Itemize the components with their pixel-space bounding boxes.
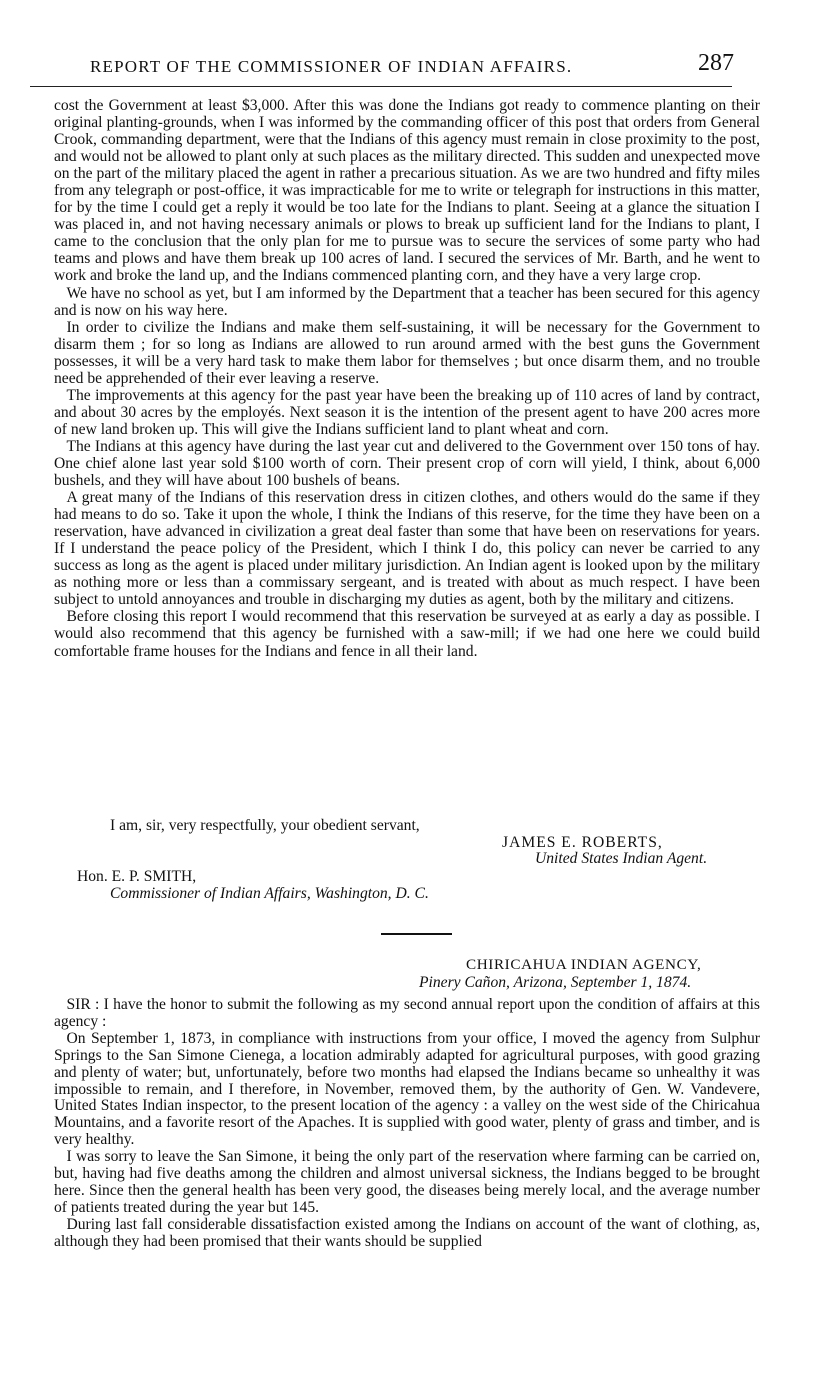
paragraph: During last fall considerable dissatisfaction existed among the Indians on account of the want of clothing, as, although they had been promised that their wants should be supplied (54, 1215, 760, 1250)
header-rule (30, 86, 732, 87)
paragraph: The Indians at this agency have during the last year cut and delivered to the Government over 150 tons of hay. One chief alone last year sold $100 worth of corn. Their present crop of corn will yield, I think, about 6,000 bushels, and they will have about 100 bushels of beans. (54, 437, 760, 490)
second-report-body (54, 997, 760, 1251)
running-head: REPORT OF THE COMMISSIONER OF INDIAN AFFAIRS. (90, 57, 573, 76)
paragraph: Before closing this report I would recommend that this reservation be surveyed at as early a day as possible. I would also recommend that this agency be furnished with a saw-mill; if we had one here we could build comfortable frame houses for the Indians and fence in all their land. (54, 608, 760, 660)
agency-place-date: Pinery Cañon, Arizona, September 1, 1874. (419, 974, 692, 991)
paragraph: We have no school as yet, but I am informed by the Department that a teacher has been secured for this agency and is now on his way here. (54, 284, 760, 319)
paragraph: The improvements at this agency for the past year have been the breaking up of 110 acres of land by contract, and about 30 acres by the employés. Next season it is the intention of the present agent to have 200 acres more of new land broken up. This will give the Indians sufficient land to plant wheat and corn. (54, 386, 760, 438)
closing-line: I am, sir, very respectfully, your obedient servant, (110, 817, 420, 834)
paragraph: cost the Government at least $3,000. After this was done the Indians got ready to commence planting on their original planting-grounds, when I was informed by the commanding officer of this post that orders from General Crook, commanding department, were that the Indians of this agency must remain in close proximity to the post, and would not be allowed to plant only at such places as the military directed. This sudden and unexpected move on the part of the military placed the agent in rather a precarious situation. As we are two hundred and fifty miles from any telegraph or post-office, it was impracticable for me to write or telegraph for instructions in this matter, for by the time I could get a reply it would be too late for the Indians to plant. Seeing at a glance the situation I was placed in, and not having necessary animals or plows to break up sufficient land for the Indians to plant, I came to the conclusion that the only plan for me to pursue was to secure the services of some party who had teams and plows and have them break up 100 acres of land. I secured the services of Mr. Barth, and he went to work and broke the land up, and the Indians commenced planting corn, and they have a very large crop. (54, 97, 760, 285)
page-number: 287 (698, 50, 734, 76)
addressee-name: Hon. E. P. SMITH, (77, 868, 197, 885)
paragraph: On September 1, 1873, in compliance with instructions from your office, I moved the agency from Sulphur Springs to the San Simone Cienega, a location admirably adapted for agricultural purposes, with good grazing and plenty of water; but, unfortunately, before two months had elapsed the Indians became so unhealthy it was impossible to remain, and I therefore, in November, removed them, by the authority of Gen. W. Vandevere, United States Indian inspector, to the present location of the agency : a valley on the west side of the Chiricahua Mountains, and a favorite resort of the Apaches. It is supplied with good water, plenty of grass and timber, and is very healthy. (54, 1029, 760, 1149)
section-divider (381, 933, 452, 935)
signature-name: JAMES E. ROBERTS, (502, 834, 663, 851)
addressee-title: Commissioner of Indian Affairs, Washington, D. C. (110, 885, 429, 902)
paragraph: SIR : I have the honor to submit the following as my second annual report upon the condition of affairs at this agency : (54, 996, 760, 1030)
signature-title: United States Indian Agent. (535, 850, 708, 867)
paragraph: In order to civilize the Indians and make them self-sustaining, it will be necessary for the Government to disarm them ; for so long as Indians are allowed to run around armed with the best guns the Government possesses, it will be a very hard task to make them labor for themselves ; but once disarm them, and no trouble need be apprehended of their ever leaving a reserve. (54, 318, 760, 387)
paragraph: A great many of the Indians of this reservation dress in citizen clothes, and others would do the same if they had means to do so. Take it upon the whole, I think the Indians of this reserve, for the time they have been on a reservation, have advanced in civilization a great deal faster than some that have been on reservations for years. If I understand the peace policy of the President, which I think I do, this policy can never be carried to any success as long as the agent is placed under military jurisdiction. An Indian agent is looked upon by the military as nothing more or less than a commissary sergeant, and is treated with about as much respect. I have been subject to untold annoyances and trouble in discharging my duties as agent, both by the military and citizens. (54, 489, 760, 609)
document-page (30, 0, 790, 1380)
page-header (30, 50, 734, 82)
agency-name: CHIRICAHUA INDIAN AGENCY, (466, 956, 702, 973)
report-body (54, 97, 760, 660)
paragraph: I was sorry to leave the San Simone, it being the only part of the reservation where farming can be carried on, but, having had five deaths among the children and almost universal sickness, the Indians begged to be brought here. Since then the general health has been very good, the diseases being merely local, and the average number of patients treated during the year but 145. (54, 1148, 760, 1216)
